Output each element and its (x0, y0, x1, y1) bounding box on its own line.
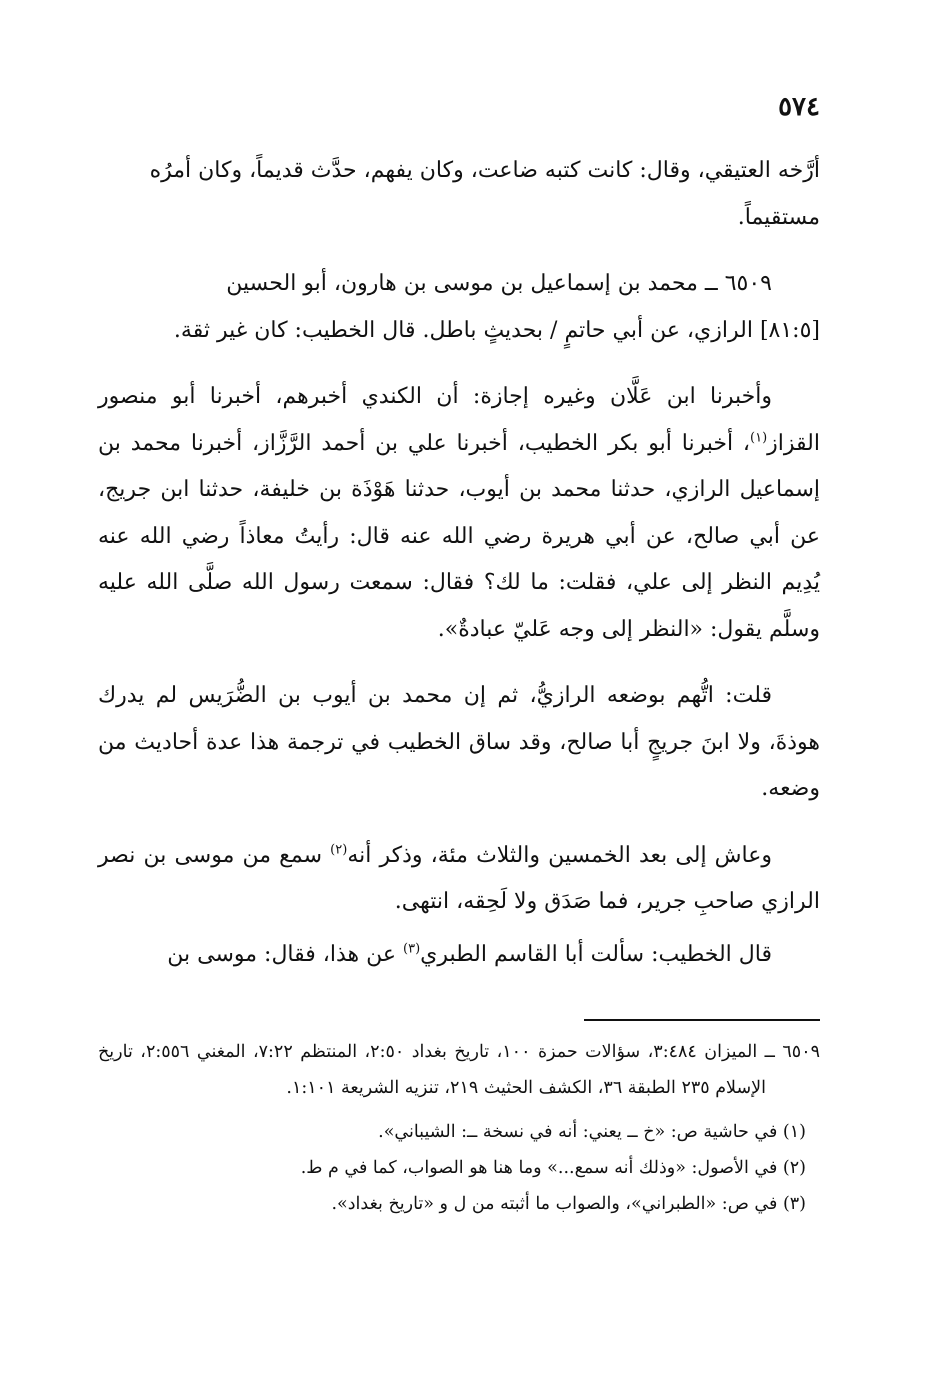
footnote-ref-3: (٣) (403, 941, 421, 957)
paragraph-khatib (98, 932, 820, 979)
footnote-ref-1: (١) (750, 430, 768, 446)
isnad-text-a: وأخبرنا ابن عَلَّان وغيره إجازة: أن الكندي أخبرهم، أخبرنا أبو منصور القزاز (98, 384, 820, 456)
entry-6509 (98, 261, 820, 354)
footnote-3: (٣) في ص: «الطبراني»، والصواب ما أثبته من ل و «تاريخ بغداد». (331, 1194, 806, 1214)
footnote-1: (١) في حاشية ص: «خ ــ يعني: أنه في نسخة ــ: الشيباني». (378, 1122, 806, 1142)
entry-body: [٨١:٥] الرازي، عن أبي حاتمٍ / بحديثٍ باطل. قال الخطيب: كان غير ثقة. (173, 317, 820, 343)
continuation-line-2: مستقيماً. (737, 204, 820, 230)
page-number: ٥٧٤ (778, 92, 820, 122)
paragraph-lifespan (98, 833, 820, 926)
lifespan-text-a: وعاش إلى بعد الخمسين والثلاث مئة، وذكر أنه (347, 842, 772, 868)
paragraph-isnad (98, 374, 820, 653)
isnad-text-b: ، أخبرنا أبو بكر الخطيب، أخبرنا علي بن أحمد الرَّزَّاز، أخبرنا محمد بن إسماعيل الرازي، حدثنا محمد بن أيوب، حدثنا هَوْذَة بن خليفة، حدثنا ابن جريج، عن أبي صالح، عن أبي هريرة رضي الله عنه قال: رأيتُ معاذاً رضي الله عنه يُدِيم النظر إلى علي، فقلت: ما لك؟ فقال: سمعت رسول الله صلَّى الله عليه وسلَّم يقول: «النظر إلى وجه عَليّ عبادةٌ». (98, 430, 820, 642)
lifespan-text-b: سمع من موسى بن نصر الرازي صاحبِ جرير، فما صَدَق ولا لَحِقه، انتهى. (98, 842, 820, 914)
paragraph-comment: قلت: اتُّهم بوضعه الرازيُّ، ثم إن محمد بن أيوب بن الضُّرَيس لم يدرك هوذةَ، ولا ابنَ جريجٍ أبا صالح، وقد ساق الخطيب في ترجمة هذا عدة أحاديث من وضعه. (98, 683, 820, 801)
footnote-divider (584, 1019, 820, 1021)
footnote-2: (٢) في الأصول: «وذلك أنه سمع...» وما هنا هو الصواب، كما في م ط. (300, 1158, 806, 1178)
entry-heading: ٦٥٠٩ ــ محمد بن إسماعيل بن موسى بن هارون، أبو الحسين (226, 271, 772, 296)
continuation-line-1: أرَّخه العتيقي، وقال: كانت كتبه ضاعت، وكان يفهم، حدَّث قديماً، وكان أمرُه (149, 158, 820, 183)
footnote-sources: ٦٥٠٩ ــ الميزان ٣:٤٨٤، سؤالات حمزة ١٠٠، تاريخ بغداد ٢:٥٠، المنتظم ٧:٢٢، المغني ٢:٥٥٦، تاريخ الإسلام ٢٣٥ الطبقة ٣٦، الكشف الحثيث ٢١٩، تنزيه الشريعة ١:١٠١. (98, 1042, 820, 1098)
footnote-ref-2: (٢) (330, 842, 348, 858)
footnotes (98, 1034, 820, 1222)
main-text (98, 148, 820, 978)
khatib-text-b: عن هذا، فقال: موسى بن (167, 941, 403, 967)
khatib-text-a: قال الخطيب: سألت أبا القاسم الطبري (420, 941, 772, 967)
paragraph-continuation (98, 148, 820, 241)
